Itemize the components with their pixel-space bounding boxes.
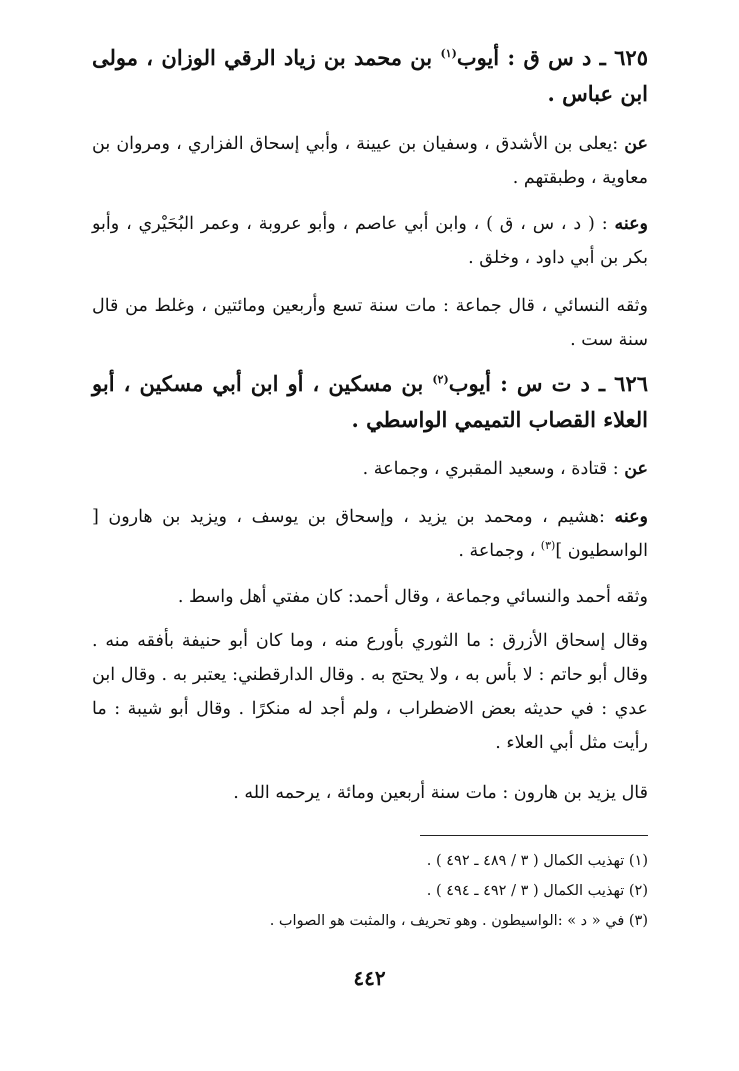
footnote-divider: [420, 835, 648, 836]
entry-625-wanhu: [92, 207, 648, 275]
entry-626-heading: [92, 366, 648, 438]
footnote-1: (١) تهذيب الكمال ( ٣ / ٤٨٩ ـ ٤٩٢ ) .: [426, 853, 648, 869]
footnote-ref-3: (٣): [540, 539, 556, 553]
footnote-2: (٢) تهذيب الكمال ( ٣ / ٤٩٢ ـ ٤٩٤ ) .: [426, 883, 648, 899]
entry-625-para-3: وثقه النسائي ، قال جماعة : مات سنة تسع وأربعين ومائتين ، وغلط من قال سنة ست .: [92, 296, 648, 350]
entry-626-an: [92, 452, 648, 486]
footnotes: [92, 846, 648, 936]
entry-626-an-text: : قتادة ، وسعيد المقبري ، وجماعة .: [362, 459, 625, 479]
wanhu-label: وعنه: [614, 214, 648, 234]
entry-626-wanhu-text-end: ، وجماعة .: [458, 541, 541, 561]
entry-626-wanhu: [92, 500, 648, 568]
an-label: عن: [624, 459, 648, 479]
entry-626-wanhu-text: :هشيم ، ومحمد بن يزيد ، وإسحاق بن يوسف ، ويزيد بن هارون [ الواسطيون ]: [92, 507, 648, 561]
entry-625-heading-start: ٦٢٥ ـ د س ق : أيوب: [456, 45, 648, 70]
entry-625-an: [92, 127, 648, 195]
entry-625-an-text: :يعلى بن الأشدق ، وسفيان بن عيينة ، وأبي إسحاق الفزاري ، ومروان بن معاوية ، وطبقتهم .: [92, 134, 648, 188]
entry-625-wanhu-text: : ( د ، س ، ق ) ، وابن أبي عاصم ، وأبو عروبة ، وعمر البُحَيْري ، وأبو بكر بن أبي داود ، وخلق .: [92, 214, 648, 268]
wanhu-label: وعنه: [614, 507, 648, 527]
entry-626-heading-rest: بن مسكين ، أو ابن أبي مسكين ، أبو العلاء القصاب التميمي الواسطي .: [92, 371, 648, 432]
entry-626-para-3: وثقه أحمد والنسائي وجماعة ، وقال أحمد: كان مفتي أهل واسط .: [177, 587, 648, 607]
footnote-ref-1: (١): [440, 47, 457, 60]
footnote-ref-2: (٢): [432, 373, 449, 386]
page-number: ٤٤٢: [353, 966, 386, 990]
entry-626-heading-start: ٦٢٦ ـ د ت س : أيوب: [448, 371, 649, 396]
entry-625-heading: [92, 40, 648, 112]
entry-626-para-5: قال يزيد بن هارون : مات سنة أربعين ومائة ، يرحمه الله .: [233, 783, 648, 803]
entry-626-para-4: وقال إسحاق الأزرق : ما الثوري بأورع منه ، وما كان أبو حنيفة بأفقه منه . وقال أبو حاتم : لا بأس به ، ولا يحتج به . وقال الدارقطني: يعتبر به . وقال ابن عدي : في حديثه بعض الاضطراب ، ولم أجد له منكرًا . وقال أبو شيبة : ما رأيت مثل أبي العلاء .: [92, 631, 648, 753]
entry-625-heading-rest: بن محمد بن زياد الرقي الوزان ، مولى ابن عباس .: [92, 45, 648, 106]
footnote-3: (٣) في « د » :الواسيطون . وهو تحريف ، والمثبت هو الصواب .: [269, 913, 648, 929]
an-label: عن: [624, 134, 648, 154]
